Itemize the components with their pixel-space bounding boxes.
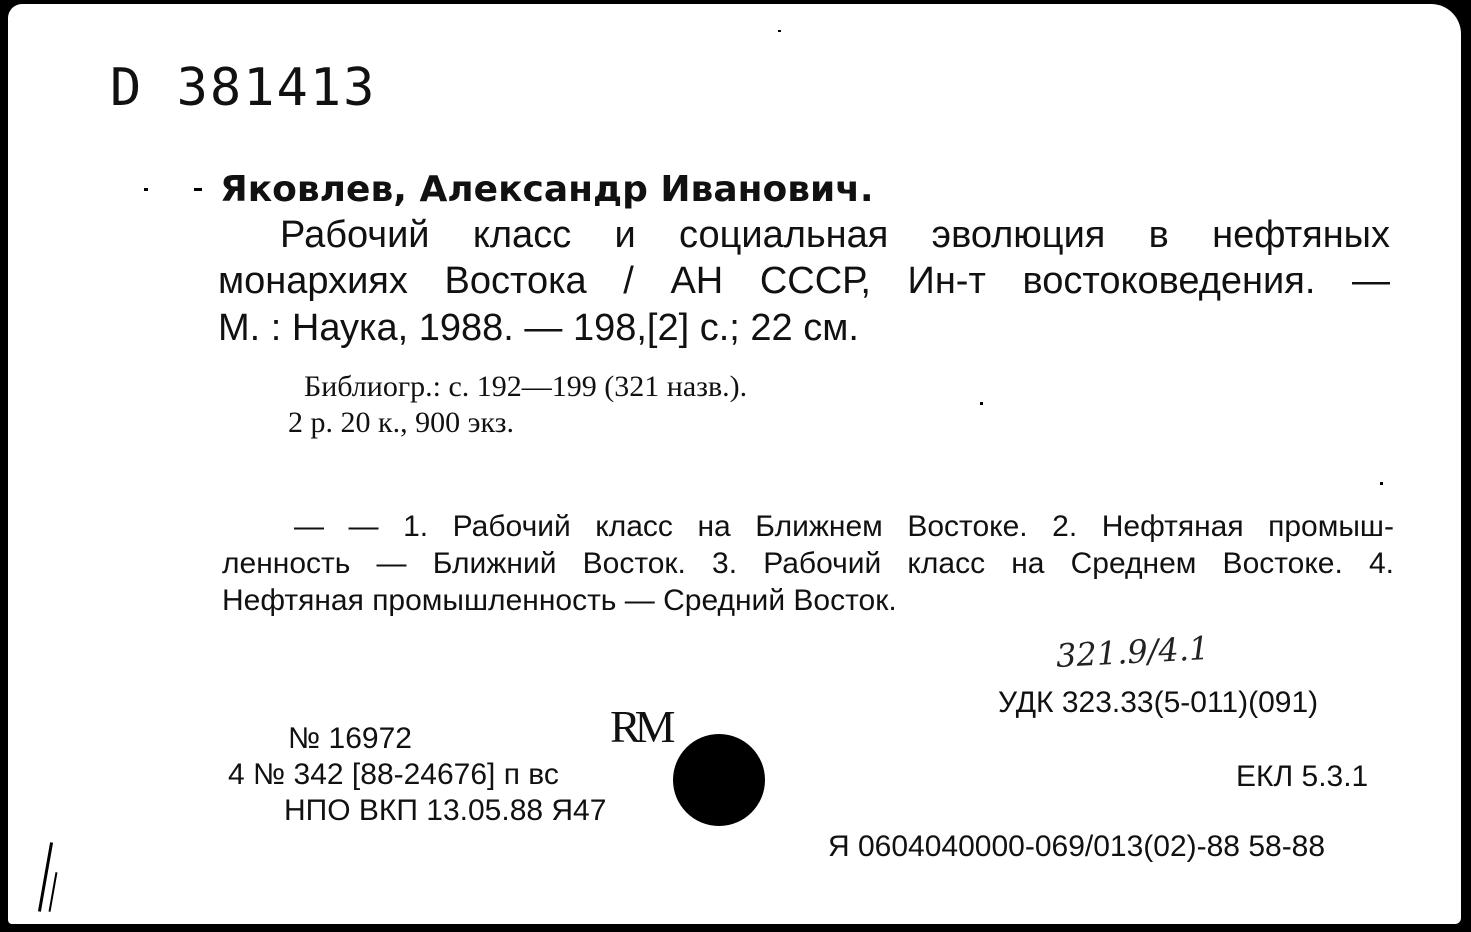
dot-mark — [1380, 482, 1383, 485]
title-line-2: монархиях Востока / АН СССР, Ин-т востоковедения. — — [218, 260, 1390, 302]
title-line-3: М. : Наука, 1988. — 198,[2] с.; 22 см. — [218, 307, 859, 349]
isbn-line: Я 0604040000-069/013(02)-88 58-88 — [828, 830, 1326, 863]
handwritten-code: 321.9/4.1 — [1055, 629, 1211, 675]
subject-line-3: Нефтяная промышленность — Средний Восток. — [222, 584, 897, 617]
punch-hole — [673, 734, 765, 826]
bibliography-note: Библиогр.: с. 192—199 (321 назв.). — [304, 370, 748, 403]
dot-mark — [778, 30, 781, 32]
call-number: D 381413 — [110, 58, 377, 118]
subject-line-1: — — 1. Рабочий класс на Ближнем Востоке. 2. Нефтяная промыш- — [294, 510, 1394, 543]
subject-line-2: ленность — Ближний Восток. 3. Рабочий класс на Среднем Востоке. 4. — [222, 547, 1394, 580]
pen-stroke — [49, 872, 58, 912]
ekl-code: ЕКЛ 5.3.1 — [1236, 760, 1369, 793]
npo-line: НПО ВКП 13.05.88 Я47 — [284, 794, 607, 827]
udk-code: УДК 323.33(5-011)(091) — [998, 686, 1319, 719]
author-heading: Яковлев, Александр Иванович. — [220, 169, 874, 210]
price-note: 2 р. 20 к., 900 экз. — [288, 406, 514, 439]
catalog-card — [8, 4, 1461, 924]
card-number: № 16972 — [288, 722, 412, 755]
rm-stamp: RM — [610, 701, 670, 752]
title-line-1: Рабочий класс и социальная эволюция в нефтяных — [280, 214, 1390, 256]
dot-mark — [144, 188, 148, 191]
dash-mark — [194, 188, 202, 191]
dot-mark — [980, 402, 983, 405]
order-number: 4 № 342 [88-24676] п вс — [228, 758, 559, 791]
